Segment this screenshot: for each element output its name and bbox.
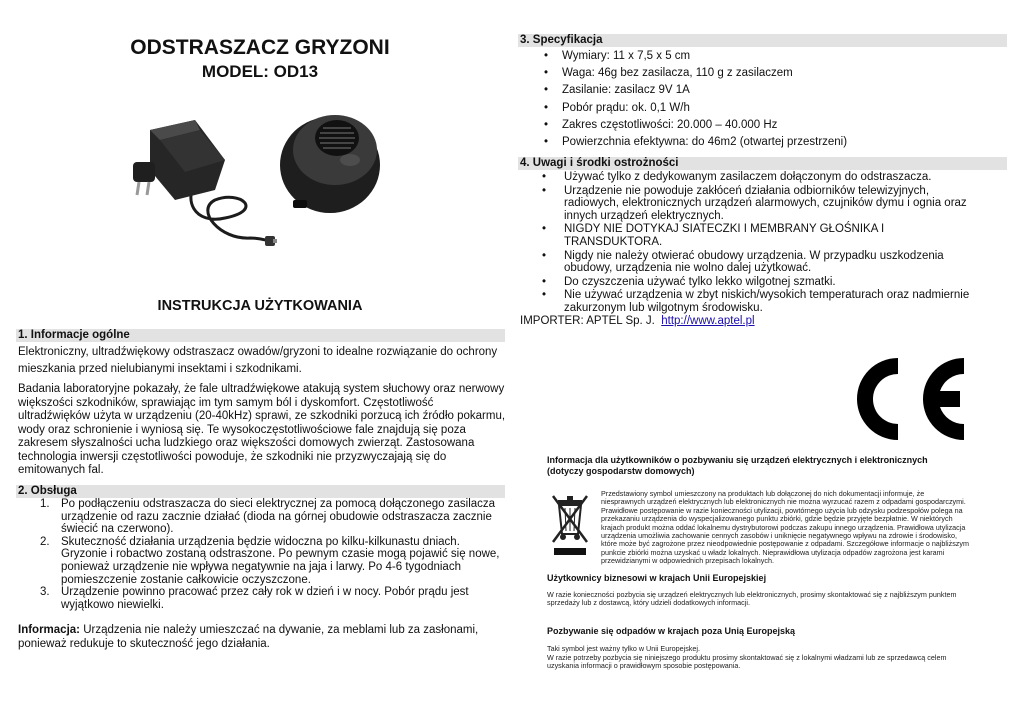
list-item: • Waga: 46g bez zasilacza, 110 g z zasilaczem xyxy=(520,65,1000,82)
intro-paragraph: Badania laboratoryjne pokazały, że fale ultradźwiękowe atakują system słuchowy oraz nerwowy większości szkodników, sprawiając im tym samym ból i dyskomfort. Częstotliwość ultradźwięków użyta w urządzeniu (20-40kHz) sprawi, ze szkodniki porzucą ich źródło pokarmu, wody oraz schronienie i wyniosą się. Te wysokoczęstotliwościowe fale znajdują się poza zakresem słyszalności ucha ludzkiego oraz większości domowych zwierząt. Zastosowana technologia inwersji częstotliwości powoduje, że szkodniki nie przyzwyczajają się do emitowanych fal. xyxy=(18,383,506,476)
intro-line-2: mieszkania przed nielubianymi insektami i szkodnikami. xyxy=(18,363,302,375)
section-heading: 1. Informacje ogólne xyxy=(16,329,505,342)
weee-outside-heading: Pozbywanie się odpadów w krajach poza Unią Europejską xyxy=(547,626,796,636)
importer-label: IMPORTER: APTEL Sp. J. xyxy=(520,315,655,327)
weee-outside-body-2: W razie potrzeby pozbycia się niniejszego produktu prosimy skontaktować się z lokalnymi władzami lub ze sprzedawcą celem uzyskania informacji o prawidłowym sposobie postępowania. xyxy=(547,653,947,671)
section-heading: 3. Specyfikacja xyxy=(518,34,1007,47)
product-photo xyxy=(125,100,395,270)
list-item: • Zasilanie: zasilacz 9V 1A xyxy=(520,82,1000,99)
section-heading: 2. Obsługa xyxy=(16,485,505,498)
manual-title: INSTRUKCJA UŻYTKOWANIA xyxy=(157,298,363,314)
list-item: 1. Po podłączeniu odstraszacza do sieci elektrycznej za pomocą dołączonego zasilacza urządzenie od razu zacznie działać (dioda na górnej obudowie odstraszacza zacznie świecić na czerwono). xyxy=(40,498,496,536)
list-item: • Nie używać urządzenia w zbyt niskich/wysokich temperaturach oraz nadmiernie zakurzonym lub wilgotnym środowisku. xyxy=(520,289,980,314)
list-item: • Pobór prądu: ok. 0,1 W/h xyxy=(520,100,1000,117)
list-item: • Urządzenie nie powoduje zakłóceń działania odbiorników telewizyjnych, radiowych, elektronicznych urządzeń alarmowych, czujników dymu i ognia oraz innych urządzeń elektrycznych. xyxy=(520,185,980,223)
crossed-bin-icon xyxy=(550,494,590,556)
importer-line xyxy=(520,315,1000,329)
info-text: Urządzenia nie należy umieszczać na dywanie, za meblami lub za zasłonami, ponieważ redukuje to skuteczność jego działania. xyxy=(18,624,479,650)
list-item: • Nigdy nie należy otwierać obudowy urządzenia. W przypadku uszkodzenia obudowy, urządzenia nie wolno dalej użytkować. xyxy=(520,250,980,275)
weee-info-box xyxy=(536,452,968,684)
list-item: • Do czyszczenia używać tylko lekko wilgotnej szmatki. xyxy=(520,276,980,289)
spec-list xyxy=(520,48,1000,151)
section-heading: 4. Uwagi i środki ostrożności xyxy=(518,157,1007,170)
list-item: 2. Skuteczność działania urządzenia będzie widoczna po kilku-kilkunastu dniach. Gryzonie i robactwo zostaną odstraszone. Po pewnym czasie mogą pojawić się nowe, ponieważ urządzenie nie wpływa negatywnie na jaja i larwy. Po 4-6 tygodniach pomieszczenie zostanie całkowicie oczyszczone. xyxy=(40,535,500,586)
weee-outside-body-1: Taki symbol jest ważny tylko w Unii Europejskej. xyxy=(547,644,700,653)
warnings-list xyxy=(520,171,980,316)
list-item: • NIGDY NIE DOTYKAJ SIATECZKI I MEMBRANY GŁOŚNIKA I TRANSDUKTORA. xyxy=(520,223,980,248)
list-item: • Wymiary: 11 x 7,5 x 5 cm xyxy=(520,48,1000,65)
list-item: • Zakres częstotliwości: 20.000 – 40.000 Hz xyxy=(520,117,1000,134)
weee-heading: Informacja dla użytkowników o pozbywaniu się urządzeń elektrycznych i elektronicznych (dotyczy gospodarstw domowych) xyxy=(547,455,928,476)
info-label: Informacja: xyxy=(18,624,80,636)
model-label: MODEL: OD13 xyxy=(201,62,319,81)
weee-body: Przedstawiony symbol umieszczony na produktach lub dołączonej do nich dokumentacji informuje, że niesprawnych urządzeń elektrycznych lub elektronicznych nie można wyrzucać razem z odpadami gospodarczymi. Prawidłowe postępowanie w razie konieczności utylizacji, powtórnego użycia lub odzysku podzespołów polega na przekazaniu urządzenia do wyspecjalizowanego punktu zbiórki, gdzie będzie przyjęte bezpłatnie. W niektórych krajach produkt można oddać lokalnemu dystrybutorowi podczas zakupu innego urządzenia. Prawidłowa utylizacja urządzenia umożliwia zachowanie cennych zasobów i uniknięcie negatywnego wpływu na zdrowie i środowisko, które może być zagrożone przez nieodpowiednie postępowanie z odpadami. Szczegółowe informacje o najbliższym punkcie zbiórki można uzyskać u władz lokalnych. Nieprawidłowa utylizacja odpadów zagrożona jest karami przewidzianymi w odpowiednich przepisach lokalnych. xyxy=(601,489,969,566)
document-title: ODSTRASZACZ GRYZONI xyxy=(130,36,390,59)
list-item: • Powierzchnia efektywna: do 46m2 (otwartej przestrzeni) xyxy=(520,134,1000,151)
ce-mark-icon xyxy=(842,352,970,446)
list-item: • Używać tylko z dedykowanym zasilaczem dołączonym do odstraszacza. xyxy=(520,171,980,184)
info-note xyxy=(18,624,498,651)
usage-steps xyxy=(18,498,506,611)
intro-line-1: Elektroniczny, ultradźwiękowy odstraszacz owadów/gryzoni to idealne rozwiązanie do ochrony xyxy=(18,346,498,358)
weee-business-body: W razie konieczności pozbycia się urządzeń elektrycznych lub elektronicznych, prosimy skontaktować się z najbliższym punktem sprzedaży lub z dostawcą, który udzieli dodatkowych informacji. xyxy=(547,590,957,608)
list-item: 3. Urządzenie powinno pracować przez cały rok w dzień i w nocy. Pobór prądu jest wyjątkowo niewielki. xyxy=(40,586,469,611)
importer-link[interactable]: http://www.aptel.pl xyxy=(661,315,755,327)
ce-mark xyxy=(842,352,970,446)
weee-business-heading: Użytkownicy biznesowi w krajach Unii Europejskiej xyxy=(547,573,767,583)
